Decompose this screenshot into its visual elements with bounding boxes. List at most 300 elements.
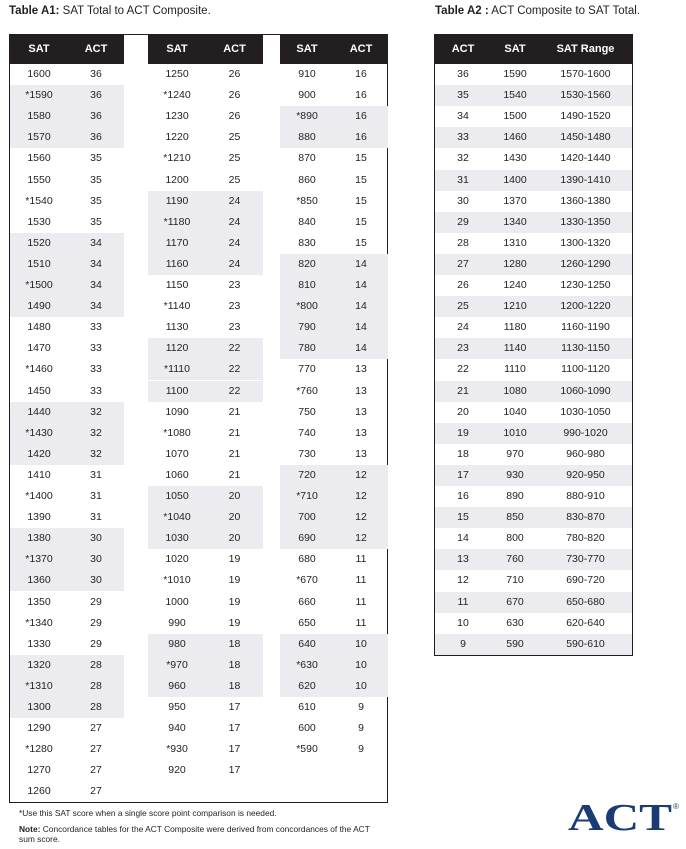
sat-score-cell: *930 <box>166 743 188 756</box>
header-range: SAT Range <box>556 43 615 55</box>
act-score-cell: 21 <box>228 426 241 439</box>
sat-total-cell: 1400 <box>503 173 527 186</box>
sat-total-cell: 1370 <box>503 194 527 207</box>
sat-score-cell: 830 <box>298 236 316 249</box>
act-score-cell: 34 <box>90 300 102 313</box>
sat-score-cell: 700 <box>298 511 316 524</box>
act-score-cell: 14 <box>355 300 367 313</box>
sat-total-cell: 590 <box>506 637 524 650</box>
act-composite-cell: 34 <box>457 110 469 123</box>
act-logo-trademark: ® <box>673 802 679 811</box>
act-score-cell: 11 <box>355 595 367 608</box>
act-score-cell: 16 <box>355 68 367 80</box>
act-composite-cell: 27 <box>457 257 469 270</box>
act-composite-cell: 30 <box>457 194 469 207</box>
sat-range-cell: 1360-1380 <box>560 194 611 207</box>
act-score-cell: 12 <box>355 490 367 502</box>
act-score-cell: 30 <box>90 553 102 566</box>
sat-score-cell: 1150 <box>165 279 189 291</box>
sat-score-cell: *1370 <box>25 553 53 566</box>
sat-score-cell: *1400 <box>25 490 53 502</box>
act-logo-text: ACT <box>568 797 672 835</box>
sat-score-cell: 940 <box>168 722 186 735</box>
sat-score-cell: 1090 <box>165 405 189 418</box>
act-score-cell: 36 <box>90 89 102 102</box>
act-score-cell: 14 <box>355 342 367 355</box>
act-score-cell: 35 <box>90 173 102 186</box>
act-composite-cell: 15 <box>457 511 469 524</box>
header-sat: SAT <box>504 43 526 55</box>
act-score-cell: 20 <box>228 511 241 524</box>
sat-range-cell: 690-720 <box>566 574 605 587</box>
act-score-cell: 31 <box>90 511 102 524</box>
sat-range-cell: 1130-1150 <box>561 342 610 355</box>
act-score-cell: 15 <box>355 152 367 165</box>
sat-score-cell: *670 <box>296 574 318 587</box>
act-score-cell: 30 <box>90 532 102 545</box>
sat-score-cell: *1540 <box>25 194 53 207</box>
act-score-cell: 22 <box>228 363 241 376</box>
sat-score-cell: 1220 <box>165 131 189 144</box>
act-score-cell: 24 <box>228 236 241 249</box>
sat-range-cell: 880-910 <box>566 490 605 502</box>
table-a2 <box>434 34 633 656</box>
act-score-cell: 34 <box>90 279 102 291</box>
act-score-cell: 35 <box>90 194 102 207</box>
sat-score-cell: 840 <box>298 215 316 228</box>
sat-score-cell: *850 <box>296 194 318 207</box>
act-score-cell: 14 <box>355 257 367 270</box>
act-score-cell: 12 <box>355 468 367 481</box>
sat-score-cell: 900 <box>298 89 316 102</box>
sat-total-cell: 930 <box>506 468 524 481</box>
act-logo <box>566 797 682 835</box>
sat-score-cell: *590 <box>296 743 318 756</box>
act-score-cell: 34 <box>90 257 102 270</box>
sat-range-cell: 960-980 <box>566 447 605 460</box>
act-score-cell: 31 <box>90 468 102 481</box>
act-score-cell: 27 <box>90 764 102 777</box>
sat-score-cell: 810 <box>298 279 316 291</box>
sat-range-cell: 1530-1560 <box>560 89 611 102</box>
act-score-cell: 18 <box>228 658 241 671</box>
sat-score-cell: *630 <box>296 658 318 671</box>
star-note: *Use this SAT score when a single score point comparison is needed. <box>19 808 277 818</box>
act-composite-cell: 9 <box>460 637 466 650</box>
sat-score-cell: 910 <box>298 68 316 80</box>
act-composite-cell: 25 <box>457 300 469 313</box>
sat-range-cell: 1490-1520 <box>560 110 611 123</box>
sat-score-cell: 730 <box>298 447 316 460</box>
sat-range-cell: 1260-1290 <box>560 257 611 270</box>
sat-score-cell: 1050 <box>165 490 189 502</box>
sat-score-cell: *970 <box>166 658 188 671</box>
sat-score-cell: 1550 <box>27 173 51 186</box>
sat-score-cell: 1290 <box>27 722 51 735</box>
act-score-cell: 16 <box>355 131 367 144</box>
act-score-cell: 36 <box>90 110 102 123</box>
sat-score-cell: *1280 <box>25 743 53 756</box>
sat-score-cell: 1570 <box>27 131 51 144</box>
act-composite-cell: 10 <box>457 616 469 629</box>
act-score-cell: 18 <box>228 637 241 650</box>
sat-score-cell: 880 <box>298 131 316 144</box>
sat-score-cell: 1530 <box>27 215 51 228</box>
act-score-cell: 13 <box>355 447 367 460</box>
sat-score-cell: 920 <box>168 764 186 777</box>
act-score-cell: 12 <box>355 511 367 524</box>
act-composite-cell: 28 <box>457 236 469 249</box>
header-act: ACT <box>349 43 373 55</box>
act-score-cell: 32 <box>90 405 102 418</box>
sat-total-cell: 1010 <box>503 426 527 439</box>
sat-range-cell: 1230-1250 <box>560 279 611 291</box>
sat-total-cell: 1140 <box>503 342 527 355</box>
sat-score-cell: *1460 <box>25 363 53 376</box>
sat-score-cell: 1440 <box>27 405 51 418</box>
sat-total-cell: 1430 <box>503 152 527 165</box>
sat-score-cell: 1420 <box>27 447 51 460</box>
sat-score-cell: *1430 <box>25 426 53 439</box>
act-score-cell: 17 <box>228 743 241 756</box>
sat-score-cell: 980 <box>168 637 186 650</box>
sat-total-cell: 1540 <box>503 89 527 102</box>
sat-score-cell: 1070 <box>165 447 189 460</box>
sat-score-cell: *1140 <box>163 300 191 313</box>
sat-score-cell: 720 <box>298 468 316 481</box>
sat-range-cell: 650-680 <box>566 595 605 608</box>
act-score-cell: 21 <box>228 447 241 460</box>
sat-total-cell: 1280 <box>503 257 527 270</box>
act-score-cell: 32 <box>90 426 102 439</box>
sat-score-cell: 750 <box>298 405 316 418</box>
act-score-cell: 17 <box>228 722 241 735</box>
act-score-cell: 33 <box>90 384 102 397</box>
sat-range-cell: 990-1020 <box>563 426 608 439</box>
act-composite-cell: 22 <box>457 363 469 376</box>
sat-score-cell: 1410 <box>27 468 51 481</box>
act-score-cell: 13 <box>355 405 367 418</box>
sat-score-cell: 1020 <box>165 553 189 566</box>
sat-total-cell: 1040 <box>503 405 527 418</box>
sat-total-cell: 1500 <box>503 110 527 123</box>
act-score-cell: 26 <box>228 68 241 80</box>
act-composite-cell: 11 <box>457 595 469 608</box>
sat-total-cell: 1110 <box>504 363 526 376</box>
header-sat: SAT <box>166 43 188 55</box>
sat-score-cell: *710 <box>296 490 318 502</box>
act-score-cell: 9 <box>358 743 364 756</box>
sat-score-cell: 610 <box>298 701 316 713</box>
sat-score-cell: 1490 <box>27 300 51 313</box>
act-score-cell: 20 <box>228 490 241 502</box>
sat-total-cell: 890 <box>506 490 524 502</box>
sat-score-cell: *1340 <box>25 616 53 629</box>
table-a1-title <box>9 5 211 17</box>
sat-score-cell: 860 <box>298 173 316 186</box>
act-score-cell: 18 <box>228 679 241 692</box>
header-act: ACT <box>451 43 475 55</box>
act-score-cell: 13 <box>355 384 367 397</box>
header-sat: SAT <box>296 43 318 55</box>
sat-score-cell: 1260 <box>27 785 51 798</box>
sat-score-cell: 640 <box>298 637 316 650</box>
act-score-cell: 36 <box>90 68 102 80</box>
sat-range-cell: 1060-1090 <box>560 384 611 397</box>
act-composite-cell: 29 <box>457 215 469 228</box>
act-score-cell: 35 <box>90 152 102 165</box>
act-score-cell: 28 <box>90 701 102 713</box>
act-score-cell: 12 <box>355 532 367 545</box>
sat-score-cell: 780 <box>298 342 316 355</box>
act-score-cell: 13 <box>355 426 367 439</box>
sat-score-cell: *1180 <box>163 215 191 228</box>
act-composite-cell: 20 <box>457 405 469 418</box>
sat-score-cell: 1060 <box>165 468 189 481</box>
act-score-cell: 22 <box>228 342 241 355</box>
sat-score-cell: *1310 <box>25 679 53 692</box>
concordance-note <box>19 824 379 844</box>
act-score-cell: 35 <box>90 215 102 228</box>
act-score-cell: 21 <box>228 468 241 481</box>
act-score-cell: 24 <box>228 257 241 270</box>
sat-range-cell: 1390-1410 <box>560 173 611 186</box>
sat-range-cell: 780-820 <box>566 532 605 545</box>
act-score-cell: 23 <box>228 300 241 313</box>
act-score-cell: 17 <box>228 701 241 713</box>
act-score-cell: 14 <box>355 279 367 291</box>
sat-score-cell: 1320 <box>27 658 51 671</box>
sat-score-cell: 650 <box>298 616 316 629</box>
act-score-cell: 33 <box>90 363 102 376</box>
sat-score-cell: 1600 <box>27 68 51 80</box>
act-score-cell: 29 <box>90 595 102 608</box>
sat-score-cell: 1390 <box>27 511 51 524</box>
sat-score-cell: 1450 <box>27 384 51 397</box>
act-score-cell: 15 <box>355 173 367 186</box>
act-score-cell: 36 <box>90 131 102 144</box>
act-score-cell: 11 <box>355 574 367 587</box>
act-score-cell: 15 <box>355 194 367 207</box>
sat-score-cell: 1580 <box>27 110 51 123</box>
act-score-cell: 20 <box>228 532 241 545</box>
table-a2-title-text: ACT Composite to SAT Total. <box>488 5 640 17</box>
sat-score-cell: 1230 <box>165 110 189 123</box>
act-composite-cell: 14 <box>457 532 469 545</box>
sat-score-cell: *1080 <box>163 426 191 439</box>
sat-score-cell: *1500 <box>25 279 53 291</box>
sat-score-cell: 1030 <box>165 532 189 545</box>
sat-range-cell: 730-770 <box>566 553 605 566</box>
sat-range-cell: 1030-1050 <box>560 405 611 418</box>
act-score-cell: 28 <box>90 658 102 671</box>
act-composite-cell: 16 <box>457 490 469 502</box>
sat-score-cell: 1480 <box>27 321 51 334</box>
table-a2-header <box>435 35 632 64</box>
act-composite-cell: 35 <box>457 89 469 102</box>
sat-total-cell: 670 <box>506 595 524 608</box>
act-score-cell: 15 <box>355 215 367 228</box>
sat-total-cell: 1180 <box>503 321 527 334</box>
sat-score-cell: 820 <box>298 257 316 270</box>
sat-total-cell: 1080 <box>503 384 527 397</box>
header-sat: SAT <box>28 43 50 55</box>
sat-total-cell: 1240 <box>503 279 527 291</box>
sat-score-cell: 770 <box>298 363 316 376</box>
sat-range-cell: 1300-1320 <box>560 236 611 249</box>
sat-score-cell: 690 <box>298 532 316 545</box>
act-score-cell: 17 <box>228 764 241 777</box>
act-score-cell: 24 <box>228 194 241 207</box>
sat-total-cell: 1310 <box>503 236 527 249</box>
sat-score-cell: *1010 <box>163 574 191 587</box>
act-composite-cell: 21 <box>457 384 469 397</box>
table-a2-title-label: Table A2 : <box>435 5 489 17</box>
sat-total-cell: 1210 <box>503 300 527 313</box>
act-score-cell: 10 <box>355 637 367 650</box>
act-logo-graphic <box>566 797 682 835</box>
sat-score-cell: 1100 <box>165 384 189 397</box>
act-composite-cell: 36 <box>457 68 469 80</box>
sat-range-cell: 920-950 <box>566 468 605 481</box>
act-score-cell: 25 <box>228 173 241 186</box>
table-a1-title-text: SAT Total to ACT Composite. <box>59 5 211 17</box>
sat-total-cell: 710 <box>506 574 524 587</box>
act-score-cell: 11 <box>355 553 367 566</box>
sat-score-cell: 790 <box>298 321 316 334</box>
act-score-cell: 26 <box>228 89 241 102</box>
act-score-cell: 33 <box>90 321 102 334</box>
header-act: ACT <box>84 43 108 55</box>
sat-range-cell: 1160-1190 <box>561 321 610 334</box>
sat-range-cell: 620-640 <box>566 616 605 629</box>
sat-total-cell: 760 <box>506 553 524 566</box>
act-composite-cell: 23 <box>457 342 469 355</box>
act-score-cell: 22 <box>228 384 241 397</box>
act-score-cell: 10 <box>355 658 367 671</box>
sat-total-cell: 630 <box>506 616 524 629</box>
sat-score-cell: *1110 <box>164 363 190 376</box>
act-score-cell: 29 <box>90 637 102 650</box>
table-a1-title-label: Table A1: <box>9 5 60 17</box>
act-score-cell: 23 <box>228 279 241 291</box>
sat-score-cell: *890 <box>296 110 318 123</box>
act-score-cell: 26 <box>228 110 241 123</box>
sat-score-cell: 620 <box>298 679 316 692</box>
sat-score-cell: *800 <box>296 300 318 313</box>
sat-score-cell: 1330 <box>27 637 51 650</box>
act-composite-cell: 18 <box>457 447 469 460</box>
sat-score-cell: 1000 <box>165 595 189 608</box>
act-score-cell: 25 <box>228 131 241 144</box>
sat-score-cell: 1510 <box>27 257 51 270</box>
act-composite-cell: 19 <box>457 426 469 439</box>
sat-score-cell: 740 <box>298 426 316 439</box>
table-a2-title <box>435 5 640 17</box>
sat-score-cell: *760 <box>296 384 318 397</box>
sat-score-cell: *1040 <box>163 511 191 524</box>
act-composite-cell: 24 <box>457 321 469 334</box>
act-score-cell: 27 <box>90 722 102 735</box>
act-composite-cell: 12 <box>457 574 469 587</box>
act-score-cell: 16 <box>355 89 367 102</box>
sat-range-cell: 1200-1220 <box>560 300 611 313</box>
sat-total-cell: 850 <box>506 511 524 524</box>
sat-score-cell: 1120 <box>165 342 189 355</box>
sat-score-cell: 680 <box>298 553 316 566</box>
act-score-cell: 28 <box>90 679 102 692</box>
act-score-cell: 32 <box>90 447 102 460</box>
act-score-cell: 33 <box>90 342 102 355</box>
sat-score-cell: 1170 <box>165 236 189 249</box>
act-score-cell: 9 <box>358 701 364 713</box>
act-score-cell: 19 <box>228 616 241 629</box>
note-label: Note: <box>19 824 41 834</box>
act-score-cell: 16 <box>355 110 367 123</box>
table-a1-header-group-3 <box>280 35 388 64</box>
act-score-cell: 11 <box>355 616 367 629</box>
sat-range-cell: 1100-1120 <box>561 363 610 376</box>
act-score-cell: 15 <box>355 236 367 249</box>
act-score-cell: 10 <box>355 679 367 692</box>
table-a1 <box>9 34 388 803</box>
sat-score-cell: 1130 <box>165 321 189 334</box>
sat-range-cell: 1420-1440 <box>560 152 611 165</box>
act-composite-cell: 13 <box>457 553 469 566</box>
sat-range-cell: 1570-1600 <box>560 68 611 80</box>
act-score-cell: 27 <box>90 785 102 798</box>
act-score-cell: 14 <box>355 321 367 334</box>
act-score-cell: 25 <box>228 152 241 165</box>
sat-score-cell: 990 <box>168 616 186 629</box>
act-composite-cell: 17 <box>457 468 469 481</box>
sat-total-cell: 1340 <box>503 215 527 228</box>
act-score-cell: 34 <box>90 236 102 249</box>
sat-score-cell: 1250 <box>165 68 189 80</box>
sat-score-cell: 960 <box>168 679 186 692</box>
act-score-cell: 27 <box>90 743 102 756</box>
sat-score-cell: 1300 <box>27 701 51 713</box>
act-score-cell: 29 <box>90 616 102 629</box>
header-act: ACT <box>223 43 246 55</box>
sat-score-cell: 950 <box>168 701 186 713</box>
sat-score-cell: *1240 <box>163 89 191 102</box>
sat-score-cell: 1160 <box>165 257 189 270</box>
sat-range-cell: 1450-1480 <box>560 131 611 144</box>
act-composite-cell: 32 <box>457 152 469 165</box>
sat-total-cell: 970 <box>506 447 524 460</box>
table-a1-header-group-1 <box>10 35 124 64</box>
sat-range-cell: 590-610 <box>566 637 605 650</box>
sat-score-cell: 1350 <box>27 595 51 608</box>
sat-score-cell: 1270 <box>27 764 51 777</box>
sat-total-cell: 800 <box>506 532 524 545</box>
sat-score-cell: 660 <box>298 595 316 608</box>
act-composite-cell: 33 <box>457 131 469 144</box>
sat-score-cell: *1590 <box>25 89 53 102</box>
act-score-cell: 9 <box>358 722 364 735</box>
sat-score-cell: 1200 <box>165 173 189 186</box>
act-score-cell: 31 <box>90 490 102 502</box>
act-score-cell: 19 <box>228 553 241 566</box>
act-score-cell: 24 <box>228 215 241 228</box>
sat-score-cell: 1520 <box>27 236 51 249</box>
sat-score-cell: 1380 <box>27 532 51 545</box>
sat-score-cell: 1360 <box>27 574 51 587</box>
sat-total-cell: 1590 <box>503 68 527 80</box>
sat-score-cell: 1470 <box>27 342 51 355</box>
act-score-cell: 19 <box>228 595 241 608</box>
